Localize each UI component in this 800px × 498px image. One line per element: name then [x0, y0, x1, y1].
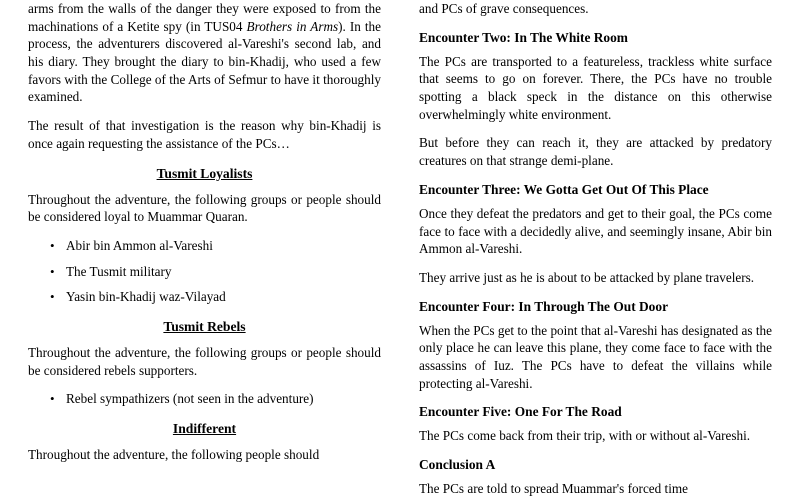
adventure-code: TUS04	[204, 18, 243, 34]
encounter-heading-five: Encounter Five: One For The Road	[419, 404, 622, 420]
list-item: • Yasin bin-Khadij waz-Vilayad	[66, 288, 381, 306]
list-item: • The Tusmit military	[66, 263, 381, 281]
encounter-heading-two: Encounter Two: In The White Room	[419, 29, 628, 45]
tusmit-loyalists-paragraph: Throughout the adventure, the following groups or people should be considered loyal to Muammar Quaran.	[28, 191, 381, 225]
list-item: • Rebel sympathizers (not seen in the adventure)	[66, 390, 381, 408]
encounter-two-paragraph-1: The PCs are transported to a featureless, trackless white surface that seems to go on forever. There, the PCs have no trouble spotting a black speck in the distance on this otherwise overwhelmingly white environment.	[419, 53, 772, 122]
section-heading-tusmit-rebels: Tusmit Rebels	[163, 318, 246, 334]
indifferent-paragraph: Throughout the adventure, the following people should	[28, 447, 320, 462]
section-heading-tusmit-loyalists: Tusmit Loyalists	[156, 165, 253, 181]
adventure-title: Brothers in Arms	[246, 18, 339, 34]
encounter-four-paragraph-1: When the PCs get to the point that al-Vareshi has designated as the only place he can leave this plane, they come face to face with the assassins of Iuz. The PCs have to defeat the villains while protecting al-Vareshi.	[419, 322, 772, 391]
encounter-five-paragraph-1: The PCs come back from their trip, with or without al-Vareshi.	[419, 428, 751, 444]
left-column	[28, 0, 382, 462]
section-heading-indifferent: Indifferent	[172, 421, 237, 436]
intro-paragraph: arms from the walls of the danger they were exposed to from the machinations of a Ketite spy (in TUS04 Brothers in Arms). In the process, the adventurers discovered al-Vareshi's second lab, and his diary. They brought the diary to bin-Khadij, who used a few favors with the College of the Arts of Sefmur to have it thoroughly examined.	[28, 1, 382, 105]
second-paragraph: The result of that investigation is the reason why bin-Khadij is once again requesting the assistance of the PCs…	[28, 118, 381, 151]
two-column-layout	[28, 0, 772, 496]
conclusion-a-heading: Conclusion A	[419, 457, 496, 472]
tusmit-rebels-paragraph: Throughout the adventure, the following groups or people should be considered rebels supporters.	[28, 344, 381, 378]
encounter-heading-four: Encounter Four: In Through The Out Door	[419, 298, 669, 314]
encounter-three-paragraph-1: Once they defeat the predators and get to their goal, the PCs come face to face with a decidedly alive, and seemingly insane, Abir bin Ammon al-Vareshi.	[419, 205, 772, 257]
list-item: • Abir bin Ammon al-Vareshi	[66, 237, 381, 255]
encounter-three-paragraph-2: They arrive just as he is about to be attacked by plane travelers.	[419, 269, 755, 285]
right-column	[419, 0, 772, 496]
encounter-heading-three: Encounter Three: We Gotta Get Out Of This Place	[419, 181, 709, 197]
tusmit-rebels-list	[28, 390, 381, 408]
encounter-two-paragraph-2: But before they can reach it, they are attacked by predatory creatures on that strange demi-plane.	[419, 135, 772, 169]
tusmit-loyalists-list	[28, 237, 381, 306]
conclusion-a-paragraph-1: The PCs are told to spread Muammar's forced time	[419, 481, 688, 496]
clipped-top-line: and PCs of grave consequences.	[419, 1, 589, 16]
